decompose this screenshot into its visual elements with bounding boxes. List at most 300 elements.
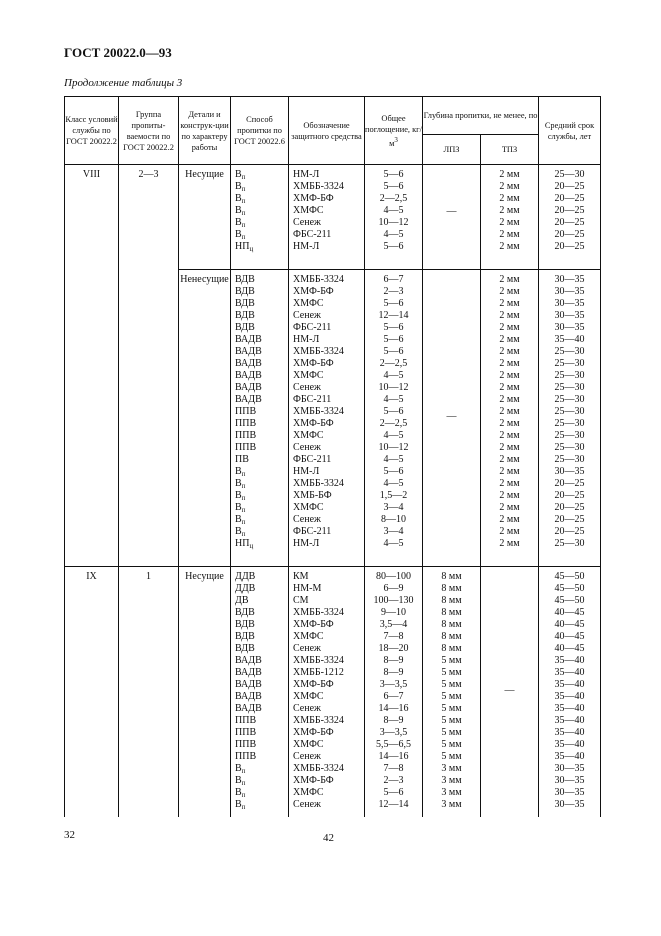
tpz-value: 2 мм <box>499 430 520 441</box>
page-number-center: 42 <box>323 832 334 844</box>
agent-value: ФБС-211 <box>293 526 332 537</box>
col-header-glubina: Глубина пропитки, не менее, по <box>423 97 539 135</box>
sposob-value <box>235 799 288 811</box>
sposob-value <box>235 430 288 442</box>
cell-lpz-list <box>423 567 481 818</box>
srok-value: 35—40 <box>554 715 585 726</box>
tpz-value: 2 мм <box>499 169 520 180</box>
srok-value: 30—35 <box>554 286 585 297</box>
cell-poglosh-list <box>365 165 423 270</box>
sposob-value <box>235 502 288 514</box>
srok-value: 25—30 <box>554 442 585 453</box>
sposob-value <box>235 643 288 655</box>
poglosh-value: 3—3,5 <box>379 727 408 738</box>
sposob-code: ВАДВ <box>235 370 262 381</box>
tpz-value: 2 мм <box>499 346 520 357</box>
tpz-value: 2 мм <box>499 370 520 381</box>
agent-value: ХМББ-3324 <box>293 607 344 618</box>
sposob-value <box>235 193 288 205</box>
cell-srok-list <box>539 165 601 270</box>
sposob-value <box>235 775 288 787</box>
tpz-value: 2 мм <box>499 181 520 192</box>
sposob-value <box>235 631 288 643</box>
sposob-index: п <box>241 767 246 775</box>
srok-value: 35—40 <box>554 751 585 762</box>
poglosh-value: 3,5—4 <box>379 619 408 630</box>
sposob-index: п <box>241 482 246 490</box>
sposob-code: ППВ <box>235 739 257 750</box>
poglosh-value: 9—10 <box>381 607 406 618</box>
srok-value: 25—30 <box>554 406 585 417</box>
poglosh-value: 5—6 <box>383 298 404 309</box>
col-header-lpz: ЛПЗ <box>423 135 481 165</box>
sposob-value <box>235 619 288 631</box>
sposob-index: ц <box>249 542 254 550</box>
poglosh-value: 4—5 <box>383 538 404 549</box>
sposob-value <box>235 346 288 358</box>
sposob-code: В <box>235 181 242 192</box>
poglosh-value: 14—16 <box>378 703 409 714</box>
srok-value: 25—30 <box>554 346 585 357</box>
sposob-value <box>235 490 288 502</box>
poglosh-value: 18—20 <box>378 643 409 654</box>
poglosh-value: 6—9 <box>383 583 404 594</box>
sposob-value <box>235 382 288 394</box>
sposob-value <box>235 274 288 286</box>
sposob-value <box>235 370 288 382</box>
poglosh-value: 12—14 <box>378 310 409 321</box>
col-header-detali: Детали и конструк-ции по характеру работы <box>179 97 231 165</box>
poglosh-value: 5—6 <box>383 322 404 333</box>
cell-srok-list <box>539 567 601 818</box>
agent-value: ХМФС <box>293 631 324 642</box>
lpz-dash: — <box>446 410 457 422</box>
agent-value: НМ-М <box>293 583 322 594</box>
srok-value: 30—35 <box>554 310 585 321</box>
sposob-code: ВДВ <box>235 286 255 297</box>
sposob-code: ВАДВ <box>235 655 262 666</box>
srok-value: 35—40 <box>554 727 585 738</box>
srok-value: 20—25 <box>554 193 585 204</box>
srok-value: 30—35 <box>554 298 585 309</box>
sposob-value <box>235 571 288 583</box>
poglosh-value: 2—3 <box>383 775 404 786</box>
sposob-index: п <box>241 209 246 217</box>
poglosh-value: 10—12 <box>378 382 409 393</box>
lpz-dash: — <box>446 205 457 217</box>
tpz-value: 2 мм <box>499 322 520 333</box>
table-row-group-viii-load <box>65 165 601 270</box>
poglosh-value: 80—100 <box>376 571 411 582</box>
cell-agent-list <box>289 567 365 818</box>
poglosh-value: 3—4 <box>383 502 404 513</box>
sposob-value <box>235 607 288 619</box>
sposob-value <box>235 394 288 406</box>
sposob-code: В <box>235 787 242 798</box>
agent-value: ХМББ-3324 <box>293 346 344 357</box>
agent-value: Сенеж <box>293 382 321 393</box>
cell-lpz <box>423 165 481 270</box>
table-caption: Продолжение таблицы 3 <box>64 77 183 89</box>
agent-value: ХМФС <box>293 502 324 513</box>
tpz-value: 2 мм <box>499 193 520 204</box>
srok-value: 25—30 <box>554 382 585 393</box>
agent-value: КМ <box>293 571 309 582</box>
poglosh-value: 14—16 <box>378 751 409 762</box>
poglosh-value: 2—2,5 <box>379 193 408 204</box>
tpz-dash: — <box>504 684 515 696</box>
agent-value: ХМФС <box>293 430 324 441</box>
agent-value: Сенеж <box>293 643 321 654</box>
sposob-index: п <box>241 803 246 811</box>
sposob-code: ВАДВ <box>235 667 262 678</box>
agent-value: Сенеж <box>293 514 321 525</box>
agent-value: ХМФС <box>293 787 324 798</box>
lpz-value: 8 мм <box>441 595 462 606</box>
poglosh-value: 5—6 <box>383 466 404 477</box>
agent-value: ХМББ-3324 <box>293 763 344 774</box>
agent-value: ХМФ-БФ <box>293 193 334 204</box>
srok-value: 25—30 <box>554 394 585 405</box>
sposob-value <box>235 334 288 346</box>
col-header-sposob: Способ пропитки по ГОСТ 20022.6 <box>231 97 289 165</box>
agent-value: ХМББ-3324 <box>293 478 344 489</box>
sposob-code: ППВ <box>235 727 257 738</box>
sposob-value <box>235 181 288 193</box>
sposob-code: ВАДВ <box>235 691 262 702</box>
sposob-code: ППВ <box>235 418 257 429</box>
agent-value: ХМФ-БФ <box>293 418 334 429</box>
sposob-code: ППВ <box>235 406 257 417</box>
sposob-code: ВАДВ <box>235 334 262 345</box>
sposob-value <box>235 538 288 550</box>
col-header-pogloshenie-sup: 3 <box>394 135 398 144</box>
sposob-value <box>235 751 288 763</box>
sposob-code: В <box>235 217 242 228</box>
srok-value: 30—35 <box>554 799 585 810</box>
agent-value: НМ-Л <box>293 538 320 549</box>
srok-value: 40—45 <box>554 607 585 618</box>
poglosh-value: 5—6 <box>383 346 404 357</box>
sposob-value <box>235 679 288 691</box>
sposob-code: В <box>235 502 242 513</box>
agent-value: ХМФ-БФ <box>293 679 334 690</box>
srok-value: 35—40 <box>554 679 585 690</box>
poglosh-value: 6—7 <box>383 274 404 285</box>
lpz-value: 5 мм <box>441 739 462 750</box>
srok-value: 20—25 <box>554 229 585 240</box>
srok-value: 40—45 <box>554 631 585 642</box>
srok-value: 25—30 <box>554 169 585 180</box>
tpz-value: 2 мм <box>499 274 520 285</box>
poglosh-value: 7—8 <box>383 631 404 642</box>
poglosh-value: 7—8 <box>383 763 404 774</box>
lpz-value: 8 мм <box>441 583 462 594</box>
tpz-value: 2 мм <box>499 382 520 393</box>
sposob-index: п <box>241 791 246 799</box>
poglosh-value: 4—5 <box>383 478 404 489</box>
srok-value: 20—25 <box>554 205 585 216</box>
cell-poglosh-list <box>365 270 423 567</box>
tpz-value: 2 мм <box>499 310 520 321</box>
srok-value: 25—30 <box>554 370 585 381</box>
poglosh-value: 5,5—6,5 <box>376 739 411 750</box>
sposob-code: В <box>235 526 242 537</box>
lpz-value: 8 мм <box>441 631 462 642</box>
sposob-value <box>235 286 288 298</box>
poglosh-value: 4—5 <box>383 430 404 441</box>
agent-value: ХМББ-3324 <box>293 655 344 666</box>
cell-tpz-list <box>481 270 539 567</box>
sposob-value <box>235 739 288 751</box>
srok-value: 35—40 <box>554 739 585 750</box>
poglosh-value: 4—5 <box>383 454 404 465</box>
srok-value: 30—35 <box>554 274 585 285</box>
sposob-value <box>235 322 288 334</box>
sposob-code: В <box>235 775 242 786</box>
sposob-code: В <box>235 478 242 489</box>
srok-value: 20—25 <box>554 217 585 228</box>
srok-value: 20—25 <box>554 502 585 513</box>
cell-srok-list <box>539 270 601 567</box>
sposob-code: ПВ <box>235 454 249 465</box>
cell-gruppa: 1 <box>119 567 179 818</box>
poglosh-value: 5—6 <box>383 241 404 252</box>
srok-value: 20—25 <box>554 181 585 192</box>
sposob-value <box>235 787 288 799</box>
sposob-value <box>235 241 288 253</box>
sposob-code: ВДВ <box>235 607 255 618</box>
srok-value: 35—40 <box>554 667 585 678</box>
poglosh-value: 5—6 <box>383 169 404 180</box>
srok-value: 25—30 <box>554 454 585 465</box>
agent-value: ФБС-211 <box>293 229 332 240</box>
sposob-index: п <box>241 494 246 502</box>
sposob-value <box>235 169 288 181</box>
agent-value: НМ-Л <box>293 334 320 345</box>
agent-value: Сенеж <box>293 799 321 810</box>
tpz-value: 2 мм <box>499 241 520 252</box>
agent-value: ХМФ-БФ <box>293 286 334 297</box>
agent-value: ХМФ-БФ <box>293 358 334 369</box>
tpz-value: 2 мм <box>499 526 520 537</box>
srok-value: 20—25 <box>554 241 585 252</box>
poglosh-value: 4—5 <box>383 370 404 381</box>
sposob-code: НП <box>235 538 250 549</box>
sposob-value <box>235 454 288 466</box>
sposob-value <box>235 229 288 241</box>
sposob-code: ВДВ <box>235 298 255 309</box>
lpz-value: 3 мм <box>441 775 462 786</box>
sposob-code: ППВ <box>235 715 257 726</box>
tpz-value: 2 мм <box>499 205 520 216</box>
cell-sposob-list <box>231 567 289 818</box>
cell-gruppa: 2—3 <box>119 165 179 567</box>
sposob-code: ППВ <box>235 751 257 762</box>
sposob-value <box>235 667 288 679</box>
agent-value: Сенеж <box>293 703 321 714</box>
sposob-code: ДВ <box>235 595 249 606</box>
agent-value: ХМФС <box>293 739 324 750</box>
agent-value: ХМФС <box>293 370 324 381</box>
agent-value: Сенеж <box>293 217 321 228</box>
agent-value: ХМББ-3324 <box>293 274 344 285</box>
agent-value: ХМФ-БФ <box>293 775 334 786</box>
poglosh-value: 10—12 <box>378 442 409 453</box>
sposob-value <box>235 310 288 322</box>
lpz-value: 3 мм <box>441 799 462 810</box>
srok-value: 40—45 <box>554 643 585 654</box>
agent-value: ХМФС <box>293 205 324 216</box>
sposob-index: п <box>241 185 246 193</box>
sposob-code: НП <box>235 241 250 252</box>
tpz-value: 2 мм <box>499 229 520 240</box>
sposob-value <box>235 217 288 229</box>
poglosh-value: 6—7 <box>383 691 404 702</box>
sposob-value <box>235 478 288 490</box>
sposob-code: ВАДВ <box>235 394 262 405</box>
sposob-code: ВДВ <box>235 631 255 642</box>
sposob-code: ДДВ <box>235 571 256 582</box>
poglosh-value: 5—6 <box>383 334 404 345</box>
tpz-value: 2 мм <box>499 538 520 549</box>
tpz-value: 2 мм <box>499 478 520 489</box>
sposob-code: В <box>235 466 242 477</box>
tpz-value: 2 мм <box>499 502 520 513</box>
poglosh-value: 100—130 <box>373 595 414 606</box>
sposob-code: В <box>235 763 242 774</box>
sposob-code: В <box>235 799 242 810</box>
sposob-code: ДДВ <box>235 583 256 594</box>
poglosh-value: 5—6 <box>383 406 404 417</box>
sposob-index: п <box>241 470 246 478</box>
lpz-value: 5 мм <box>441 691 462 702</box>
lpz-value: 3 мм <box>441 787 462 798</box>
col-header-klass: Класс условий службы по ГОСТ 20022.2 <box>65 97 119 165</box>
cell-detali: Несущие <box>179 567 231 818</box>
agent-value: ХМББ-1212 <box>293 667 344 678</box>
sposob-index: п <box>241 173 246 181</box>
tpz-value: 2 мм <box>499 442 520 453</box>
poglosh-value: 2—2,5 <box>379 358 408 369</box>
cell-agent-list <box>289 165 365 270</box>
srok-value: 35—40 <box>554 703 585 714</box>
agent-value: ХМББ-3324 <box>293 406 344 417</box>
lpz-value: 5 мм <box>441 703 462 714</box>
sposob-index: п <box>241 779 246 787</box>
sposob-value <box>235 418 288 430</box>
sposob-value <box>235 526 288 538</box>
sposob-code: В <box>235 229 242 240</box>
srok-value: 30—35 <box>554 787 585 798</box>
lpz-value: 8 мм <box>441 571 462 582</box>
agent-value: ХМББ-3324 <box>293 715 344 726</box>
srok-value: 25—30 <box>554 358 585 369</box>
srok-value: 45—50 <box>554 571 585 582</box>
sposob-code: В <box>235 193 242 204</box>
sposob-value <box>235 406 288 418</box>
poglosh-value: 10—12 <box>378 217 409 228</box>
agent-value: ХМФС <box>293 298 324 309</box>
sposob-code: ВАДВ <box>235 346 262 357</box>
srok-value: 20—25 <box>554 490 585 501</box>
sposob-value <box>235 466 288 478</box>
sposob-value <box>235 727 288 739</box>
tpz-value: 2 мм <box>499 394 520 405</box>
srok-value: 30—35 <box>554 466 585 477</box>
sposob-code: В <box>235 490 242 501</box>
lpz-value: 8 мм <box>441 607 462 618</box>
cell-detali: Несущие <box>179 165 231 270</box>
sposob-code: ВДВ <box>235 322 255 333</box>
sposob-index: п <box>241 221 246 229</box>
cell-klass: IX <box>65 567 119 818</box>
sposob-code: В <box>235 514 242 525</box>
sposob-value <box>235 691 288 703</box>
agent-value: СМ <box>293 595 309 606</box>
sposob-index: п <box>241 530 246 538</box>
srok-value: 25—30 <box>554 418 585 429</box>
tpz-value: 2 мм <box>499 217 520 228</box>
tpz-value: 2 мм <box>499 358 520 369</box>
sposob-index: ц <box>249 245 254 253</box>
tpz-value: 2 мм <box>499 514 520 525</box>
poglosh-value: 4—5 <box>383 205 404 216</box>
col-header-srok: Средний срок службы, лет <box>539 97 601 165</box>
sposob-value <box>235 514 288 526</box>
cell-agent-list <box>289 270 365 567</box>
lpz-value: 5 мм <box>441 715 462 726</box>
sposob-code: В <box>235 169 242 180</box>
poglosh-value: 8—9 <box>383 667 404 678</box>
sposob-index: п <box>241 518 246 526</box>
sposob-code: ППВ <box>235 430 257 441</box>
lpz-value: 5 мм <box>441 679 462 690</box>
tpz-value: 2 мм <box>499 286 520 297</box>
agent-value: НМ-Л <box>293 241 320 252</box>
poglosh-value: 2—2,5 <box>379 418 408 429</box>
sposob-code: ППВ <box>235 442 257 453</box>
sposob-code: ВАДВ <box>235 358 262 369</box>
sposob-value <box>235 595 288 607</box>
sposob-value <box>235 703 288 715</box>
poglosh-value: 8—10 <box>381 514 406 525</box>
srok-value: 20—25 <box>554 514 585 525</box>
srok-value: 30—35 <box>554 763 585 774</box>
poglosh-value: 4—5 <box>383 229 404 240</box>
sposob-value <box>235 655 288 667</box>
poglosh-value: 1,5—2 <box>379 490 408 501</box>
srok-value: 40—45 <box>554 619 585 630</box>
col-header-pogloshenie <box>365 97 423 165</box>
poglosh-value: 5—6 <box>383 787 404 798</box>
cell-tpz <box>481 567 539 818</box>
sposob-value <box>235 763 288 775</box>
cell-lpz <box>423 270 481 567</box>
sposob-code: В <box>235 205 242 216</box>
sposob-value <box>235 205 288 217</box>
table-row-group-ix-load <box>65 567 601 818</box>
col-header-gruppa: Группа пропиты-ваемости по ГОСТ 20022.2 <box>119 97 179 165</box>
lpz-value: 5 мм <box>441 727 462 738</box>
cell-poglosh-list <box>365 567 423 818</box>
srok-value: 45—50 <box>554 595 585 606</box>
tpz-value: 2 мм <box>499 418 520 429</box>
sposob-code: ВДВ <box>235 310 255 321</box>
lpz-value: 5 мм <box>441 751 462 762</box>
poglosh-value: 8—9 <box>383 655 404 666</box>
poglosh-value: 3—4 <box>383 526 404 537</box>
